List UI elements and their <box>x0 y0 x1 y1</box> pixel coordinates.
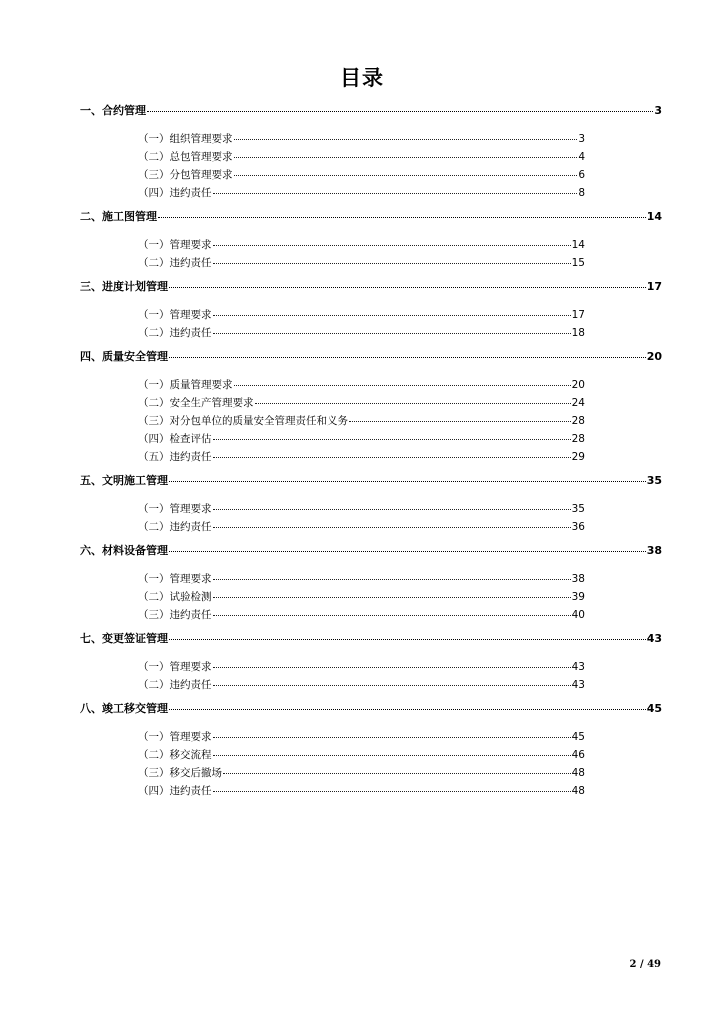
dot-leader <box>213 235 571 246</box>
toc-chapter-page: 35 <box>646 474 662 487</box>
page-title: 目录 <box>340 66 384 90</box>
toc-sub-page: 18 <box>571 327 585 339</box>
toc-sub-list <box>0 659 724 695</box>
toc-sub-entry[interactable] <box>138 607 585 625</box>
dot-leader <box>234 147 578 158</box>
toc-sub-label: （一）管理要求 <box>138 731 212 743</box>
toc-sub-page: 39 <box>571 591 585 603</box>
dot-leader <box>213 781 571 792</box>
toc-sub-label: （二）安全生产管理要求 <box>138 397 254 409</box>
dot-leader <box>255 393 571 404</box>
page-number: 2 / 49 <box>629 959 661 970</box>
toc-sub-page: 38 <box>571 573 585 585</box>
toc-chapter-label: 三、进度计划管理 <box>80 280 168 293</box>
toc-section <box>0 102 724 203</box>
toc-chapter-label: 四、质量安全管理 <box>80 350 168 363</box>
toc-sub-label: （三）违约责任 <box>138 609 212 621</box>
toc-sub-label: （四）违约责任 <box>138 785 212 797</box>
dot-leader <box>213 429 571 440</box>
toc-chapter-entry[interactable] <box>80 348 662 366</box>
toc-sub-entry[interactable] <box>138 255 585 273</box>
toc-sub-list <box>0 501 724 537</box>
dot-leader <box>213 323 571 334</box>
toc-chapter-entry[interactable] <box>80 102 662 120</box>
toc-sub-entry[interactable] <box>138 677 585 695</box>
toc-sub-page: 48 <box>571 767 585 779</box>
dot-leader <box>213 183 578 194</box>
toc-sub-page: 48 <box>571 785 585 797</box>
toc-sub-entry[interactable] <box>138 449 585 467</box>
toc-sub-label: （四）检查评估 <box>138 433 212 445</box>
toc-chapter-entry[interactable] <box>80 542 662 560</box>
toc-chapter-entry[interactable] <box>80 700 662 718</box>
toc-sub-list <box>0 729 724 801</box>
toc-section <box>0 348 724 467</box>
toc-sub-entry[interactable] <box>138 783 585 801</box>
dot-leader <box>169 347 646 358</box>
toc-sub-page: 4 <box>578 151 585 163</box>
dot-leader <box>213 499 571 510</box>
toc-chapter-page: 45 <box>646 702 662 715</box>
toc-section <box>0 278 724 343</box>
toc-sub-page: 28 <box>571 433 585 445</box>
dot-leader <box>234 129 578 140</box>
toc-sub-page: 40 <box>571 609 585 621</box>
dot-leader <box>213 447 571 458</box>
dot-leader <box>213 605 571 616</box>
toc-chapter-label: 二、施工图管理 <box>80 210 157 223</box>
toc-sub-page: 24 <box>571 397 585 409</box>
toc-sub-entry[interactable] <box>138 185 585 203</box>
dot-leader <box>223 763 571 774</box>
dot-leader <box>213 253 571 264</box>
dot-leader <box>234 375 571 386</box>
toc-section <box>0 700 724 801</box>
toc-sub-list <box>0 571 724 625</box>
toc-sub-list <box>0 307 724 343</box>
toc-chapter-label: 八、竣工移交管理 <box>80 702 168 715</box>
toc-sub-label: （二）移交流程 <box>138 749 212 761</box>
toc-sub-label: （一）管理要求 <box>138 309 212 321</box>
toc-chapter-label: 七、变更签证管理 <box>80 632 168 645</box>
toc-sub-page: 45 <box>571 731 585 743</box>
toc-sub-label: （三）移交后撤场 <box>138 767 222 779</box>
toc-sub-label: （二）违约责任 <box>138 257 212 269</box>
toc-chapter-entry[interactable] <box>80 208 662 226</box>
dot-leader <box>213 745 571 756</box>
toc-sub-page: 43 <box>571 661 585 673</box>
toc-sub-page: 43 <box>571 679 585 691</box>
toc-sub-entry[interactable] <box>138 519 585 537</box>
toc-sub-page: 28 <box>571 415 585 427</box>
toc-sub-label: （一）组织管理要求 <box>138 133 233 145</box>
toc-sub-page: 17 <box>571 309 585 321</box>
toc-sub-page: 29 <box>571 451 585 463</box>
dot-leader <box>158 207 646 218</box>
toc-chapter-page: 43 <box>646 632 662 645</box>
toc-sub-label: （四）违约责任 <box>138 187 212 199</box>
toc-sub-label: （五）违约责任 <box>138 451 212 463</box>
toc-sub-page: 36 <box>571 521 585 533</box>
toc-sub-page: 3 <box>578 133 585 145</box>
toc-sub-label: （一）管理要求 <box>138 573 212 585</box>
toc-chapter-label: 一、合约管理 <box>80 104 146 117</box>
dot-leader <box>169 471 646 482</box>
dot-leader <box>169 541 646 552</box>
toc-chapter-entry[interactable] <box>80 630 662 648</box>
toc-chapter-page: 20 <box>646 350 662 363</box>
toc-sub-label: （一）管理要求 <box>138 239 212 251</box>
toc-sub-label: （二）试验检测 <box>138 591 212 603</box>
toc-sub-label: （一）质量管理要求 <box>138 379 233 391</box>
toc-sub-label: （三）对分包单位的质量安全管理责任和义务 <box>138 415 348 427</box>
toc-chapter-page: 38 <box>646 544 662 557</box>
toc-sub-list <box>0 377 724 467</box>
toc-chapter-page: 3 <box>654 104 662 117</box>
toc-sub-list <box>0 237 724 273</box>
toc-sub-label: （三）分包管理要求 <box>138 169 233 181</box>
toc-sub-label: （一）管理要求 <box>138 661 212 673</box>
dot-leader <box>234 165 578 176</box>
toc-sub-page: 6 <box>578 169 585 181</box>
toc-section <box>0 630 724 695</box>
dot-leader <box>147 101 653 112</box>
dot-leader <box>349 411 571 422</box>
toc-sub-entry[interactable] <box>138 325 585 343</box>
dot-leader <box>213 569 571 580</box>
toc-sub-label: （二）总包管理要求 <box>138 151 233 163</box>
dot-leader <box>169 277 646 288</box>
table-of-contents <box>0 98 724 806</box>
toc-chapter-label: 六、材料设备管理 <box>80 544 168 557</box>
toc-sub-page: 8 <box>578 187 585 199</box>
toc-sub-label: （二）违约责任 <box>138 327 212 339</box>
toc-section <box>0 208 724 273</box>
dot-leader <box>213 727 571 738</box>
dot-leader <box>213 517 571 528</box>
toc-section <box>0 472 724 537</box>
toc-chapter-label: 五、文明施工管理 <box>80 474 168 487</box>
toc-chapter-page: 17 <box>646 280 662 293</box>
toc-sub-label: （二）违约责任 <box>138 679 212 691</box>
toc-sub-page: 14 <box>571 239 585 251</box>
toc-sub-page: 35 <box>571 503 585 515</box>
toc-chapter-entry[interactable] <box>80 278 662 296</box>
dot-leader <box>213 305 571 316</box>
toc-sub-label: （一）管理要求 <box>138 503 212 515</box>
dot-leader <box>169 699 646 710</box>
toc-sub-label: （二）违约责任 <box>138 521 212 533</box>
dot-leader <box>169 629 646 640</box>
dot-leader <box>213 675 571 686</box>
toc-chapter-entry[interactable] <box>80 472 662 490</box>
toc-sub-page: 46 <box>571 749 585 761</box>
toc-sub-page: 20 <box>571 379 585 391</box>
toc-sub-page: 15 <box>571 257 585 269</box>
toc-section <box>0 542 724 625</box>
toc-sub-list <box>0 131 724 203</box>
dot-leader <box>213 587 571 598</box>
toc-chapter-page: 14 <box>646 210 662 223</box>
dot-leader <box>213 657 571 668</box>
